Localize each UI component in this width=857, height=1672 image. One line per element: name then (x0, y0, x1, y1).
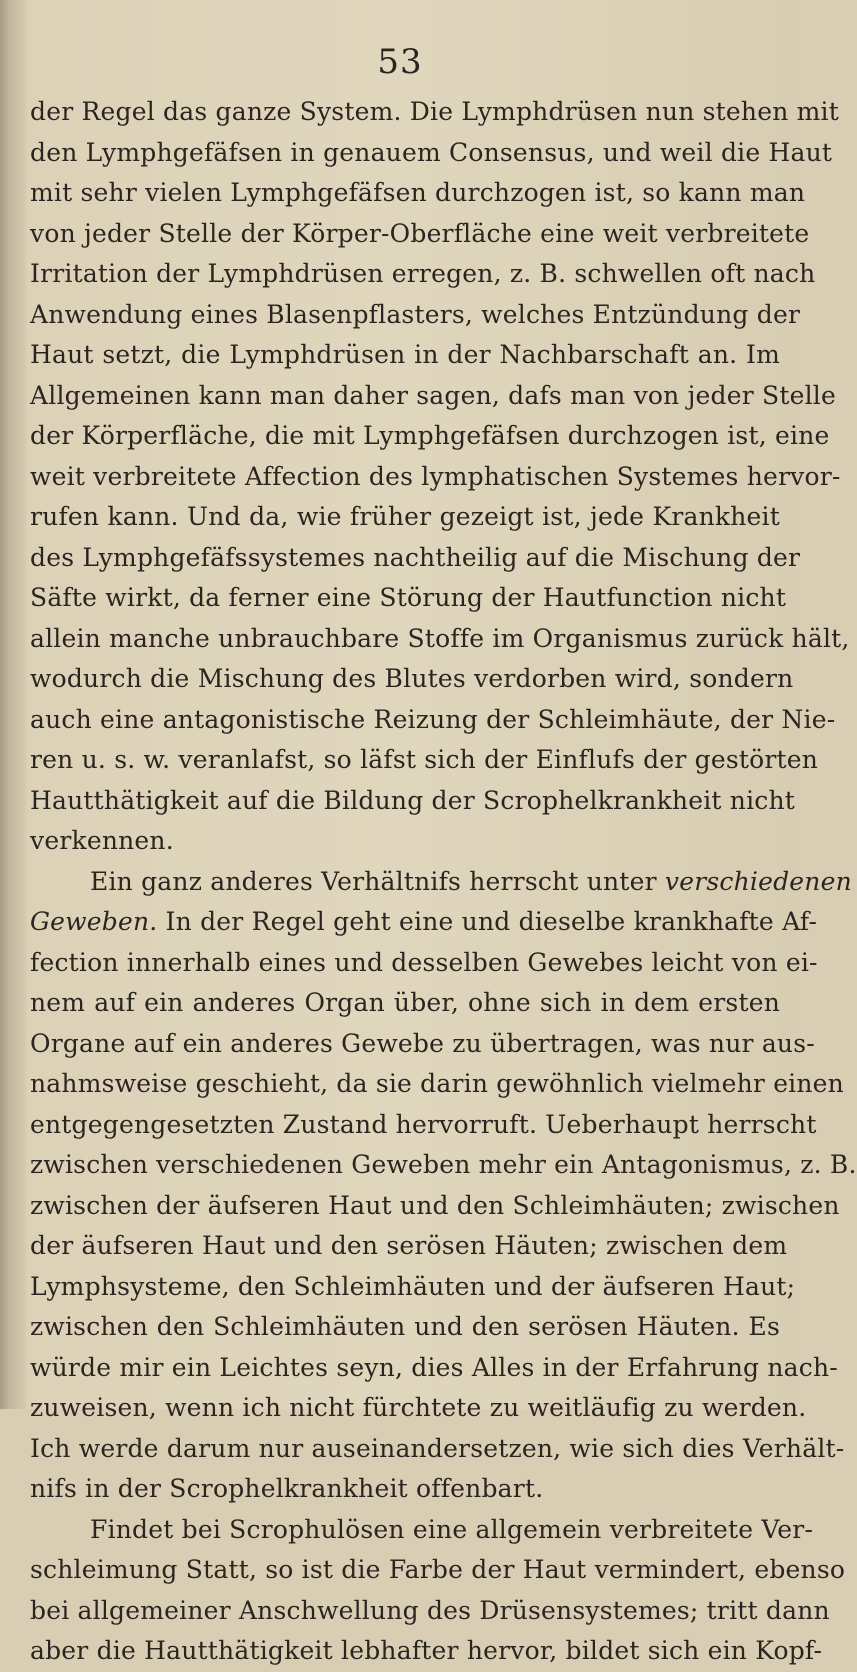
text-line: Findet bei Scrophulösen eine allgemein verbreitete Ver- (90, 1514, 814, 1544)
text-line: der äufseren Haut und den serösen Häuten; zwischen dem (30, 1231, 788, 1260)
text-line: zwischen der äufseren Haut und den Schleimhäuten; zwischen (30, 1190, 840, 1220)
text-line: zwischen verschiedenen Geweben mehr ein Antagonismus, z. B. (30, 1150, 857, 1179)
text-line: Allgemeinen kann man daher sagen, dafs man von jeder Stelle (30, 380, 836, 410)
body-text (30, 92, 857, 1672)
text-line: fection innerhalb eines und desselben Gewebes leicht von ei- (30, 947, 818, 977)
emphasis-text: verschiedenen (664, 866, 852, 896)
text-line: von jeder Stelle der Körper-Oberfläche eine weit verbreitete (30, 218, 810, 248)
text-line: Hautthätigkeit auf die Bildung der Scrophelkrankheit nicht (30, 785, 796, 815)
text-line: der Körperfläche, die mit Lymphgefäfsen durchzogen ist, eine (30, 421, 830, 450)
text-line: Ich werde darum nur auseinandersetzen, wie sich dies Verhält- (30, 1433, 845, 1463)
text-line: wodurch die Mischung des Blutes verdorben wird, sondern (30, 664, 794, 693)
text-line: zwischen den Schleimhäuten und den serösen Häuten. Es (30, 1312, 780, 1341)
text-line: entgegengesetzten Zustand hervorruft. Ueberhaupt herrscht (30, 1109, 817, 1139)
text-line: Organe auf ein anderes Gewebe zu übertragen, was nur aus- (30, 1028, 815, 1058)
text-line: aber die Hautthätigkeit lebhafter hervor, bildet sich ein Kopf- (30, 1636, 823, 1665)
text-line: Haut setzt, die Lymphdrüsen in der Nachbarschaft an. Im (30, 340, 780, 369)
text-line: nifs in der Scrophelkrankheit offenbart. (30, 1474, 544, 1503)
text-line: zuweisen, wenn ich nicht fürchtete zu weitläufig zu werden. (30, 1393, 807, 1422)
line-text: In der Regel geht eine und dieselbe krankhafte Af- (157, 907, 818, 936)
text-line: der Regel das ganze System. Die Lymphdrüsen nun stehen mit (30, 97, 839, 126)
emphasis-text: Geweben. (30, 907, 158, 936)
text-line: rufen kann. Und da, wie früher gezeigt ist, jede Krankheit (30, 502, 780, 531)
text-line: allein manche unbrauchbare Stoffe im Organismus zurück hält, (30, 623, 850, 653)
text-line: bei allgemeiner Anschwellung des Drüsensystemes; tritt dann (30, 1595, 830, 1625)
text-line: des Lymphgefäfssystemes nachtheilig auf die Mischung der (30, 542, 801, 572)
text-line (30, 902, 818, 943)
text-line: Säfte wirkt, da ferner eine Störung der Hautfunction nicht (30, 583, 787, 612)
page-number: 53 (377, 42, 423, 82)
text-line: den Lymphgefäfsen in genauem Consensus, und weil die Haut (30, 137, 833, 167)
text-line: weit verbreitete Affection des lymphatischen Systemes hervor- (30, 461, 841, 491)
text-line: Irritation der Lymphdrüsen erregen, z. B. schwellen oft nach (30, 259, 816, 288)
text-line: mit sehr vielen Lymphgefäfsen durchzogen ist, so kann man (30, 178, 806, 207)
text-line: ren u. s. w. veranlafst, so läfst sich der Einflufs der gestörten (30, 745, 819, 774)
text-line: verkennen. (30, 826, 174, 855)
text-line: Anwendung eines Blasenpflasters, welches Entzündung der (30, 299, 801, 329)
text-line: schleimung Statt, so ist die Farbe der Haut vermindert, ebenso (30, 1555, 846, 1584)
line-text: Ein ganz anderes Verhältnifs herrscht unter (90, 866, 665, 896)
page-gutter (0, 0, 26, 1409)
text-line (30, 862, 852, 903)
text-line: auch eine antagonistische Reizung der Schleimhäute, der Nie- (30, 704, 836, 734)
text-line: würde mir ein Leichtes seyn, dies Alles in der Erfahrung nach- (30, 1352, 838, 1382)
text-line: nem auf ein anderes Organ über, ohne sich in dem ersten (30, 988, 780, 1017)
text-line: Lymphsysteme, den Schleimhäuten und der äufseren Haut; (30, 1271, 796, 1301)
text-line: nahmsweise geschieht, da sie darin gewöhnlich vielmehr einen (30, 1069, 844, 1098)
